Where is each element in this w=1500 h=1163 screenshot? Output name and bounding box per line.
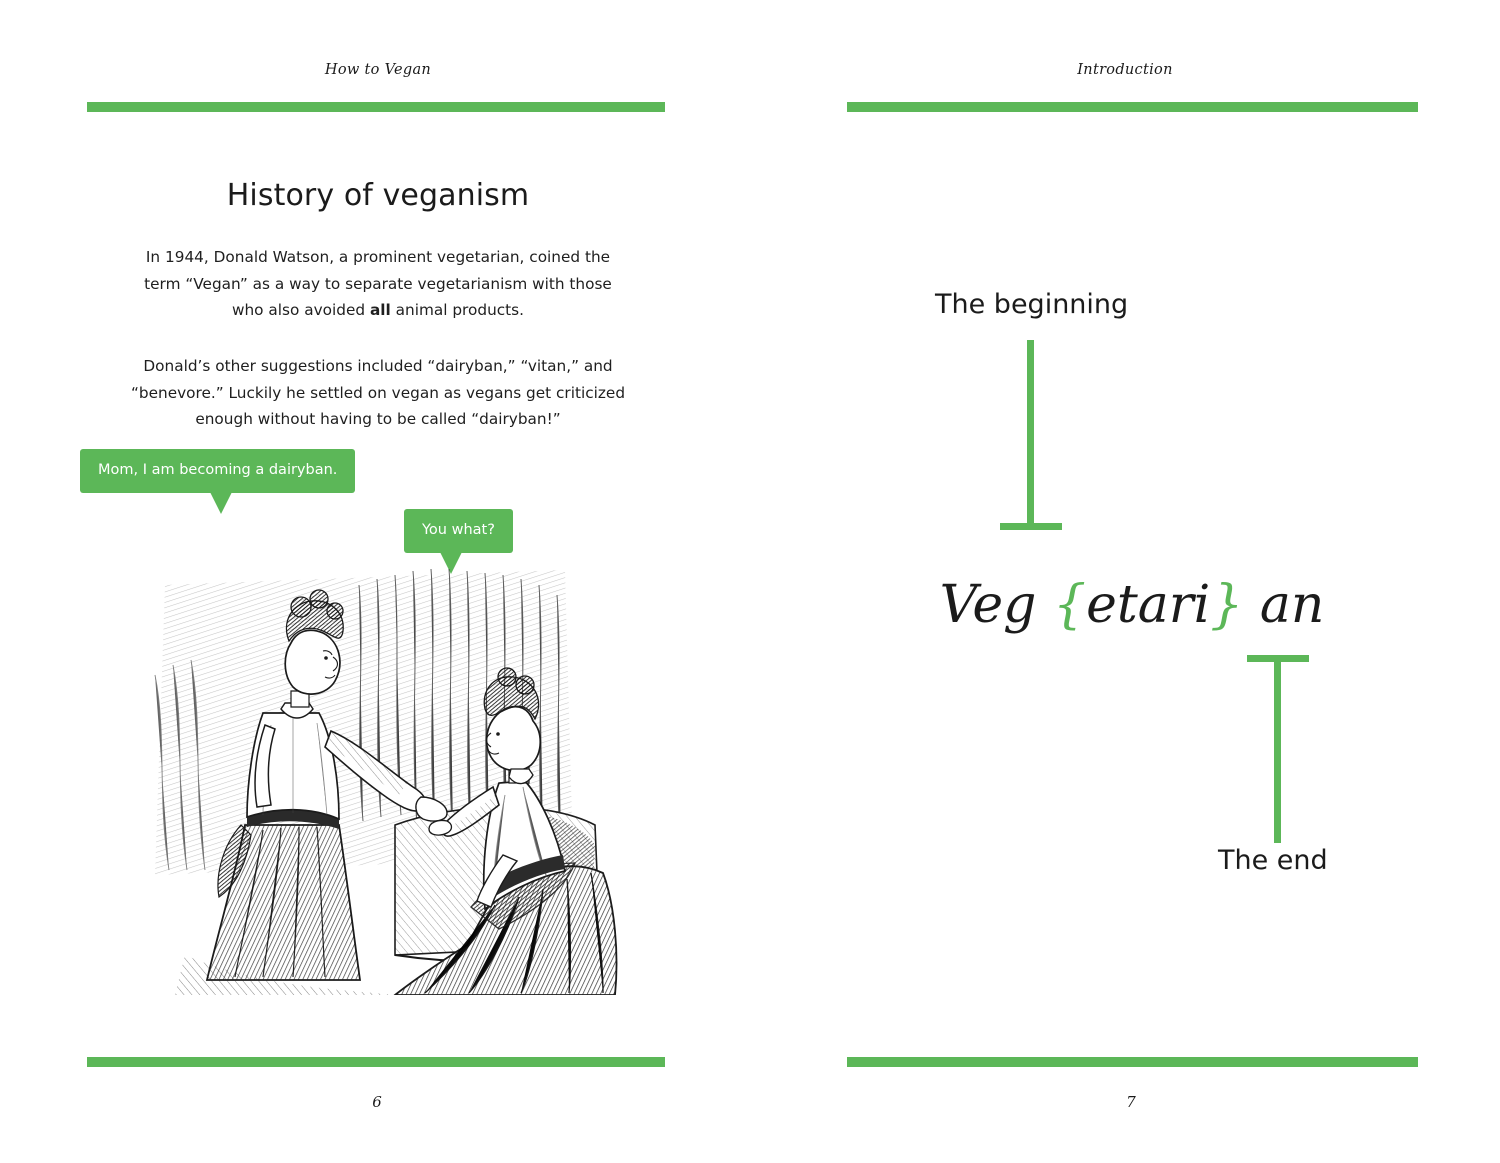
illustration-two-women [95, 525, 640, 995]
bracket-top-foot [1000, 523, 1062, 530]
speech-bubble-right-text: You what? [422, 522, 495, 538]
word-part-etari: etari [1086, 575, 1211, 635]
running-head-left: How to Vegan [324, 62, 432, 78]
speech-bubble-tail-icon [210, 492, 232, 514]
decorative-rule-bottom-left [87, 1057, 665, 1067]
paragraph-1-text-before-bold: In 1944, Donald Watson, a prominent vegetarian, coined the term “Vegan” as a way to separate vegetarianism with those who also avoided [144, 248, 612, 319]
label-the-beginning: The beginning [935, 289, 1129, 320]
decorative-rule-top-left [87, 102, 665, 112]
bracket-bottom-stem [1274, 658, 1281, 843]
paragraph-1 [128, 244, 628, 323]
page-title: History of veganism [226, 178, 530, 214]
paragraph-2: Donald’s other suggestions included “dairyban,” “vitan,” and “benevore.” Luckily he settled on vegan as vegans get criticized enough without having to be called “dairyban!” [130, 357, 626, 428]
folio-right: 7 [1126, 1093, 1136, 1111]
word-part-veg: Veg [939, 575, 1037, 635]
speech-bubble-left [80, 449, 355, 493]
brace-close: } [1210, 575, 1244, 635]
folio-left: 6 [372, 1093, 382, 1111]
decorative-rule-top-right [847, 102, 1418, 112]
bracket-top-stem [1027, 340, 1034, 525]
speech-bubble-left-text: Mom, I am becoming a dairyban. [98, 462, 338, 478]
paragraph-1-text-after-bold: animal products. [390, 300, 525, 319]
paragraph-1-bold-word: all [369, 300, 391, 319]
word-part-an: an [1259, 575, 1325, 635]
page-right [750, 0, 1500, 1163]
decorative-rule-bottom-right [847, 1057, 1418, 1067]
running-head-right: Introduction [1077, 62, 1173, 78]
label-the-end: The end [1218, 845, 1328, 876]
brace-open: { [1052, 575, 1087, 635]
word-vegetarian [750, 575, 1500, 635]
